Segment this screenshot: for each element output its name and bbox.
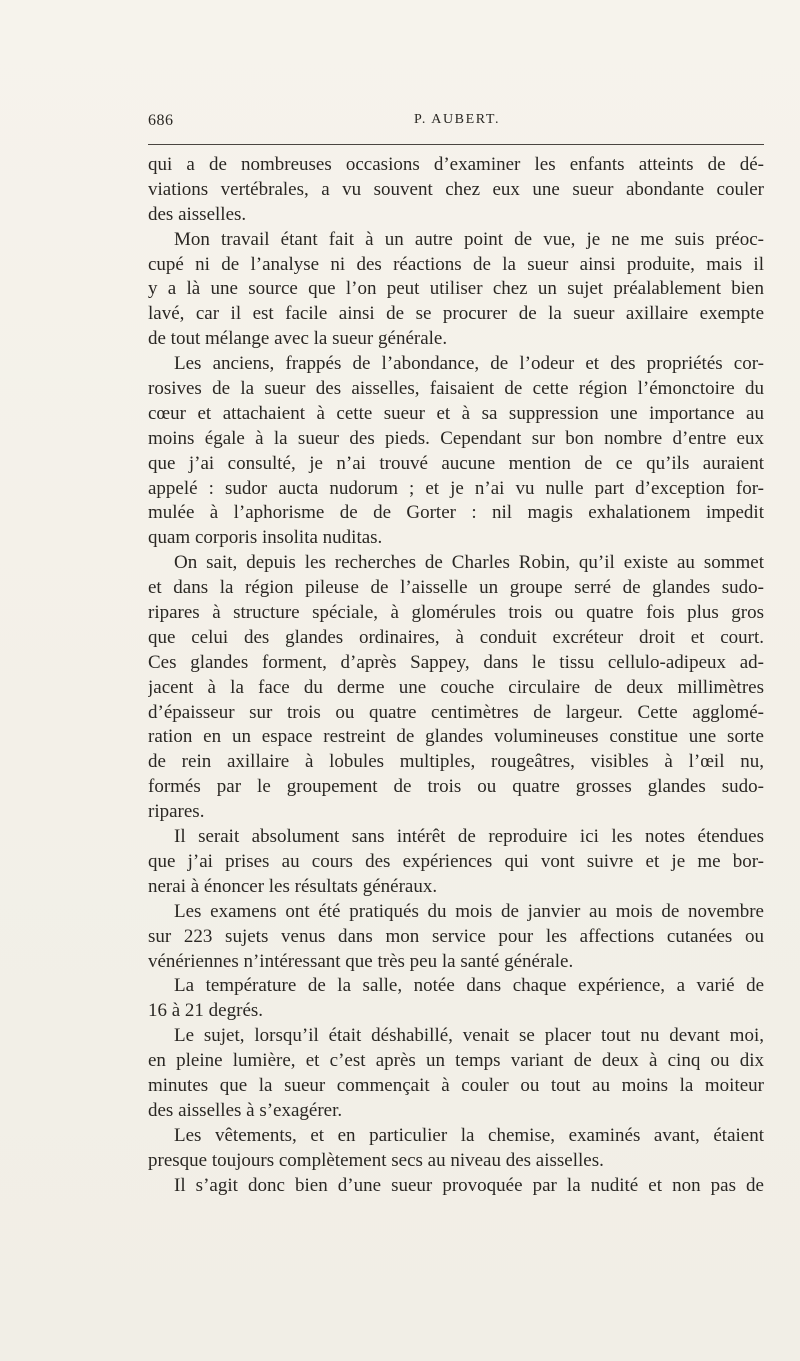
text-line: que j’ai prises au cours des expériences qui vont suivre et je me bor- — [148, 850, 764, 872]
text-line: Les vêtements, et en particulier la chemise, examinés avant, étaient — [174, 1124, 764, 1146]
text-line: des aisselles. — [148, 203, 247, 225]
text-line: Ces glandes forment, d’après Sappey, dans le tissu cellulo-adipeux ad- — [148, 651, 764, 673]
text-line: 16 à 21 degrés. — [148, 1000, 264, 1022]
text-line: Il s’agit donc bien d’une sueur provoquée par la nudité et non pas de — [174, 1174, 764, 1196]
text-line: rosives de la sueur des aisselles, faisaient de cette région l’émonctoire du — [148, 378, 764, 400]
text-line: d’épaisseur sur trois ou quatre centimètres de largeur. Cette agglomé- — [148, 701, 764, 723]
page-number: 686 — [148, 112, 174, 129]
body-text — [148, 153, 764, 1198]
text-line: appelé : sudor aucta nudorum ; et je n’ai vu nulle part d’exception for- — [148, 477, 764, 499]
text-line: cœur et attachaient à cette sueur et à sa suppression une importance au — [148, 402, 764, 424]
text-line: ripares à structure spéciale, à glomérules trois ou quatre fois plus gros — [148, 602, 764, 624]
text-line: La température de la salle, notée dans chaque expérience, a varié de — [174, 975, 764, 997]
text-line: ripares. — [148, 801, 205, 823]
text-line: presque toujours complètement secs au niveau des aisselles. — [148, 1149, 604, 1171]
text-line: quam corporis insolita nuditas. — [148, 527, 383, 549]
text-line: de rein axillaire à lobules multiples, rougeâtres, visibles à l’œil nu, — [148, 751, 764, 773]
text-line: en pleine lumière, et c’est après un temps variant de deux à cinq ou dix — [148, 1050, 764, 1072]
page-header — [148, 112, 764, 136]
header-rule — [148, 144, 764, 145]
text-line: ration en un espace restreint de glandes volumineuses constitue une sorte — [148, 726, 764, 748]
text-line: lavé, car il est facile ainsi de se procurer de la sueur axillaire exempte — [148, 303, 764, 325]
text-line: y a là une source que l’on peut utiliser chez un sujet préalablement bien — [148, 278, 764, 300]
text-line: moins égale à la sueur des pieds. Cependant sur bon nombre d’entre eux — [148, 427, 764, 449]
text-line: Mon travail étant fait à un autre point de vue, je ne me suis préoc- — [174, 228, 764, 250]
text-line: Il serait absolument sans intérêt de reproduire ici les notes étendues — [174, 826, 764, 848]
running-head: P. AUBERT. — [414, 112, 501, 127]
text-line: Le sujet, lorsqu’il était déshabillé, venait se placer tout nu devant moi, — [174, 1025, 764, 1047]
text-line: sur 223 sujets venus dans mon service pour les affections cutanées ou — [148, 925, 764, 947]
text-line: que j’ai consulté, je n’ai trouvé aucune mention de ce qu’ils auraient — [148, 452, 764, 474]
text-line: On sait, depuis les recherches de Charles Robin, qu’il existe au sommet — [174, 552, 764, 574]
text-line: formés par le groupement de trois ou quatre grosses glandes sudo- — [148, 776, 764, 798]
text-line: et dans la région pileuse de l’aisselle un groupe serré de glandes sudo- — [148, 577, 764, 599]
text-line: Les anciens, frappés de l’abondance, de l’odeur et des propriétés cor- — [174, 353, 764, 375]
text-line: mulée à l’aphorisme de de Gorter : nil magis exhalationem impedit — [148, 502, 764, 524]
text-line: de tout mélange avec la sueur générale. — [148, 328, 448, 350]
text-line: que celui des glandes ordinaires, à conduit excréteur droit et court. — [148, 626, 764, 648]
text-line: des aisselles à s’exagérer. — [148, 1099, 343, 1121]
text-line: minutes que la sueur commençait à couler ou tout au moins la moiteur — [148, 1074, 764, 1096]
text-line: jacent à la face du derme une couche circulaire de deux millimètres — [148, 676, 764, 698]
text-line: qui a de nombreuses occasions d’examiner les enfants atteints de dé- — [148, 154, 764, 175]
text-line: cupé ni de l’analyse ni des réactions de la sueur ainsi produite, mais il — [148, 253, 764, 275]
text-line: nerai à énoncer les résultats généraux. — [148, 875, 438, 897]
text-line: vénériennes n’intéressant que très peu la santé générale. — [148, 950, 574, 972]
text-line: viations vertébrales, a vu souvent chez eux une sueur abondante couler — [148, 178, 764, 200]
text-line: Les examens ont été pratiqués du mois de janvier au mois de novembre — [174, 900, 764, 922]
